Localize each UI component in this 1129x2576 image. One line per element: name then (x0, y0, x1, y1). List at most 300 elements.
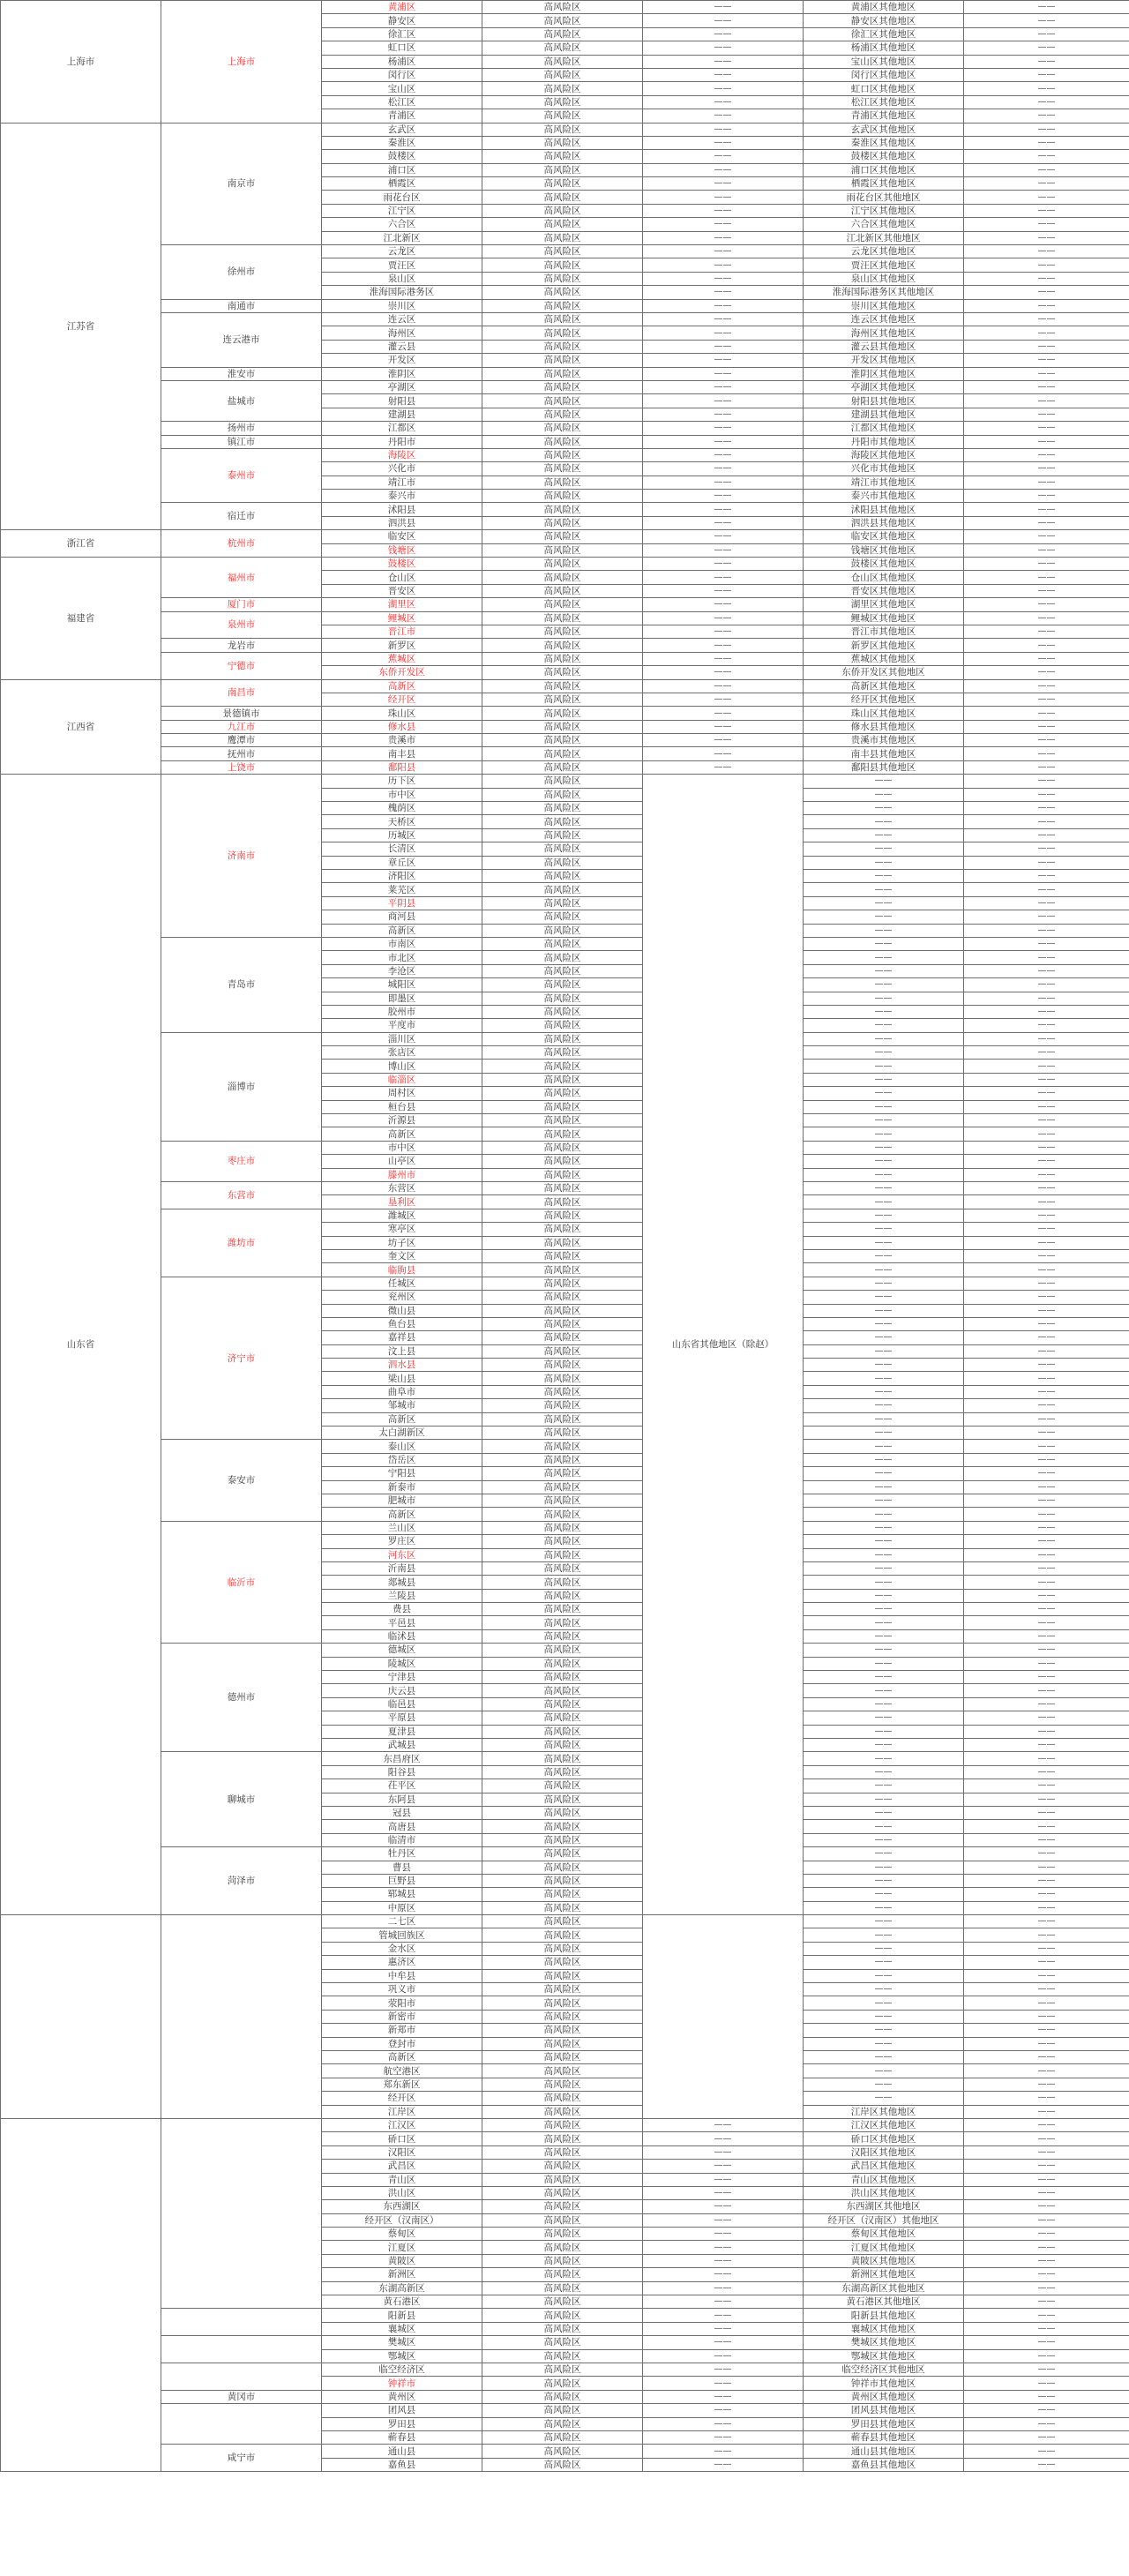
district-cell: 高新区 (322, 1412, 482, 1426)
risk-area-table-body (1, 1, 1129, 2472)
other-area-cell: —— (643, 2417, 804, 2430)
other-district-cell: —— (804, 1181, 964, 1194)
other-district-cell: 高新区其他地区 (804, 679, 964, 693)
other-district-cell: —— (804, 1494, 964, 1507)
remark-cell: —— (964, 1005, 1129, 1018)
remark-cell: —— (964, 937, 1129, 950)
risk-level-cell: 高风险区 (482, 2322, 643, 2335)
district-cell: 即墨区 (322, 992, 482, 1005)
other-district-cell: —— (804, 1535, 964, 1548)
district-cell: 射阳县 (322, 394, 482, 408)
risk-level-cell: 高风险区 (482, 2336, 643, 2349)
remark-cell: —— (964, 516, 1129, 529)
other-district-cell: 鄂城区其他地区 (804, 2349, 964, 2363)
other-district-cell: —— (804, 1915, 964, 1928)
remark-cell: —— (964, 231, 1129, 244)
risk-level-cell: 高风险区 (482, 1697, 643, 1711)
district-cell: 临沭县 (322, 1629, 482, 1643)
district-cell: 襄城区 (322, 2322, 482, 2335)
other-area-cell: —— (643, 490, 804, 503)
other-district-cell: —— (804, 1168, 964, 1181)
remark-cell: —— (964, 1467, 1129, 1480)
remark-cell: —— (964, 1, 1129, 14)
remark-cell: —— (964, 1657, 1129, 1670)
risk-level-cell: 高风险区 (482, 1168, 643, 1181)
table-row (1, 312, 1129, 326)
other-district-cell: —— (804, 1291, 964, 1304)
district-cell: 泗水县 (322, 1359, 482, 1372)
other-district-cell: 江岸区其他地区 (804, 2105, 964, 2118)
risk-level-cell: 高风险区 (482, 910, 643, 924)
city-cell: 临沂市 (161, 1521, 322, 1644)
risk-level-cell: 高风险区 (482, 1956, 643, 1969)
other-district-cell: 徐汇区其他地区 (804, 27, 964, 41)
remark-cell: —— (964, 1181, 1129, 1194)
district-cell: 经开区 (322, 2092, 482, 2105)
other-district-cell: 嘉鱼县其他地区 (804, 2458, 964, 2471)
other-district-cell: —— (804, 2092, 964, 2105)
other-area-cell: —— (643, 354, 804, 367)
other-area-cell: —— (643, 286, 804, 299)
remark-cell: —— (964, 1833, 1129, 1846)
other-district-cell: —— (804, 2024, 964, 2037)
other-district-cell: 经开区其他地区 (804, 693, 964, 706)
remark-cell: —— (964, 1603, 1129, 1616)
remark-cell: —— (964, 2336, 1129, 2349)
remark-cell: —— (964, 1155, 1129, 1168)
district-cell: 临空经济区 (322, 2363, 482, 2376)
city-cell: 德州市 (161, 1644, 322, 1752)
province-cell: 浙江省 (1, 530, 161, 558)
district-cell: 经开区 (322, 693, 482, 706)
other-area-cell: —— (643, 41, 804, 55)
other-area-cell: —— (643, 109, 804, 123)
city-cell: 济南市 (161, 775, 322, 938)
other-district-cell: —— (804, 828, 964, 842)
province-cell: 上海市 (1, 1, 161, 124)
other-area-cell: —— (643, 55, 804, 68)
remark-cell: —— (964, 1901, 1129, 1914)
district-cell: 武昌区 (322, 2160, 482, 2173)
risk-level-cell: 高风险区 (482, 2445, 643, 2458)
remark-cell: —— (964, 1277, 1129, 1290)
table-row (1, 707, 1129, 720)
risk-level-cell: 高风险区 (482, 2268, 643, 2281)
risk-level-cell: 高风险区 (482, 2228, 643, 2241)
district-cell: 河东区 (322, 1548, 482, 1561)
remark-cell: —— (964, 123, 1129, 136)
remark-cell: —— (964, 191, 1129, 204)
risk-level-cell: 高风险区 (482, 2430, 643, 2444)
remark-cell: —— (964, 177, 1129, 191)
risk-level-cell: 高风险区 (482, 2118, 643, 2131)
district-cell: 钟祥市 (322, 2377, 482, 2390)
district-cell: 罗田县 (322, 2417, 482, 2430)
risk-level-cell: 高风险区 (482, 299, 643, 312)
district-cell: 历下区 (322, 775, 482, 788)
other-district-cell: —— (804, 1765, 964, 1778)
remark-cell: —— (964, 1535, 1129, 1548)
other-area-cell: —— (643, 231, 804, 244)
district-cell: 蕉城区 (322, 652, 482, 665)
risk-level-cell: 高风险区 (482, 1629, 643, 1643)
risk-level-cell: 高风险区 (482, 707, 643, 720)
remark-cell: —— (964, 2105, 1129, 2118)
district-cell: 蕲春县 (322, 2430, 482, 2444)
other-district-cell: 南丰县其他地区 (804, 747, 964, 760)
remark-cell: —— (964, 693, 1129, 706)
other-area-cell: —— (643, 571, 804, 584)
remark-cell: —— (964, 2417, 1129, 2430)
risk-level-cell: 高风险区 (482, 1657, 643, 1670)
table-row (1, 2118, 1129, 2131)
district-cell: 山亭区 (322, 1155, 482, 1168)
district-cell: 洪山区 (322, 2186, 482, 2199)
other-district-cell: 江夏区其他地区 (804, 2241, 964, 2254)
other-district-cell: 淮海国际港务区其他地区 (804, 286, 964, 299)
remark-cell: —— (964, 354, 1129, 367)
district-cell: 胶州市 (322, 1005, 482, 1018)
risk-level-cell: 高风险区 (482, 286, 643, 299)
remark-cell: —— (964, 55, 1129, 68)
other-area-cell: —— (643, 204, 804, 217)
city-cell: 景德镇市 (161, 707, 322, 720)
other-area-cell: —— (643, 598, 804, 611)
risk-level-cell: 高风险区 (482, 760, 643, 774)
other-district-cell: 海州区其他地区 (804, 326, 964, 340)
district-cell: 郓城县 (322, 1888, 482, 1901)
remark-cell: —— (964, 340, 1129, 353)
other-area-cell: —— (643, 2295, 804, 2309)
district-cell: 鼓楼区 (322, 150, 482, 163)
district-cell: 晋江市 (322, 625, 482, 638)
remark-cell: —— (964, 2186, 1129, 2199)
other-area-cell: —— (643, 150, 804, 163)
risk-level-cell: 高风险区 (482, 1725, 643, 1738)
other-district-cell: 靖江市其他地区 (804, 476, 964, 489)
risk-level-cell: 高风险区 (482, 1331, 643, 1344)
table-row (1, 2390, 1129, 2403)
city-cell: 青岛市 (161, 937, 322, 1032)
risk-level-cell: 高风险区 (482, 218, 643, 231)
district-cell: 章丘区 (322, 856, 482, 869)
district-cell: 江都区 (322, 422, 482, 435)
risk-level-cell: 高风险区 (482, 367, 643, 380)
district-cell: 江岸区 (322, 2105, 482, 2118)
other-area-cell: —— (643, 312, 804, 326)
other-district-cell: 新洲区其他地区 (804, 2268, 964, 2281)
table-row (1, 299, 1129, 312)
other-district-cell: 经开区（汉南区）其他地区 (804, 2213, 964, 2227)
province-cell: 江西省 (1, 679, 161, 775)
other-area-cell: —— (643, 584, 804, 597)
remark-cell: —— (964, 1521, 1129, 1534)
other-district-cell: —— (804, 1942, 964, 1955)
district-cell: 江夏区 (322, 2241, 482, 2254)
other-district-cell: —— (804, 1304, 964, 1317)
remark-cell: —— (964, 1060, 1129, 1073)
remark-cell: —— (964, 1480, 1129, 1494)
remark-cell: —— (964, 1793, 1129, 1806)
district-cell: 晋安区 (322, 584, 482, 597)
district-cell: 贾汪区 (322, 258, 482, 272)
risk-level-cell: 高风险区 (482, 1127, 643, 1141)
table-row (1, 1644, 1129, 1657)
other-district-cell: —— (804, 1331, 964, 1344)
remark-cell: —— (964, 1942, 1129, 1955)
remark-cell: —— (964, 1236, 1129, 1249)
district-cell: 修水县 (322, 720, 482, 733)
other-district-cell: —— (804, 1548, 964, 1561)
district-cell: 曲阜市 (322, 1385, 482, 1398)
district-cell: 二七区 (322, 1915, 482, 1928)
other-area-cell: —— (643, 652, 804, 665)
other-district-cell: 钟祥市其他地区 (804, 2377, 964, 2390)
district-cell: 平邑县 (322, 1616, 482, 1629)
district-cell: 高新区 (322, 2050, 482, 2063)
remark-cell: —— (964, 992, 1129, 1005)
remark-cell: —— (964, 2390, 1129, 2403)
district-cell: 奎文区 (322, 1249, 482, 1262)
district-cell: 徐汇区 (322, 27, 482, 41)
other-area-cell: —— (643, 2241, 804, 2254)
district-cell: 鲤城区 (322, 611, 482, 625)
remark-cell: —— (964, 910, 1129, 924)
other-area-cell: —— (643, 27, 804, 41)
risk-level-cell: 高风险区 (482, 2092, 643, 2105)
table-row (1, 734, 1129, 747)
table-row (1, 123, 1129, 136)
risk-level-cell: 高风险区 (482, 1359, 643, 1372)
remark-cell: —— (964, 870, 1129, 883)
risk-level-cell: 高风险区 (482, 1888, 643, 1901)
remark-cell: —— (964, 1331, 1129, 1344)
other-district-cell: —— (804, 1739, 964, 1752)
district-cell: 栖霞区 (322, 177, 482, 191)
risk-level-cell: 高风险区 (482, 2363, 643, 2376)
risk-level-cell: 高风险区 (482, 1561, 643, 1575)
remark-cell: —— (964, 490, 1129, 503)
district-cell: 张店区 (322, 1046, 482, 1060)
district-cell: 博山区 (322, 1060, 482, 1073)
district-cell: 江北新区 (322, 231, 482, 244)
other-district-cell: —— (804, 1833, 964, 1846)
district-cell: 黄州区 (322, 2390, 482, 2403)
other-district-cell: 崇川区其他地区 (804, 299, 964, 312)
other-district-cell: 虹口区其他地区 (804, 82, 964, 95)
province-cell: 福建省 (1, 558, 161, 680)
risk-level-cell: 高风险区 (482, 503, 643, 516)
risk-level-cell: 高风险区 (482, 1317, 643, 1330)
district-cell: 阳谷县 (322, 1765, 482, 1778)
district-cell: 桓台县 (322, 1100, 482, 1113)
district-cell: 靖江市 (322, 476, 482, 489)
remark-cell: —— (964, 1168, 1129, 1181)
other-district-cell: —— (804, 1888, 964, 1901)
district-cell: 夏津县 (322, 1725, 482, 1738)
other-area-cell: —— (643, 2228, 804, 2241)
other-district-cell: —— (804, 1671, 964, 1684)
other-district-cell: 浦口区其他地区 (804, 163, 964, 176)
other-area-cell: —— (643, 408, 804, 421)
other-district-cell: 武昌区其他地区 (804, 2160, 964, 2173)
risk-level-cell: 高风险区 (482, 2281, 643, 2295)
other-district-cell: —— (804, 1616, 964, 1629)
district-cell: 团风县 (322, 2404, 482, 2417)
remark-cell: —— (964, 1752, 1129, 1765)
other-district-cell: 襄城区其他地区 (804, 2322, 964, 2335)
risk-level-cell: 高风险区 (482, 204, 643, 217)
remark-cell: —— (964, 802, 1129, 815)
risk-level-cell: 高风险区 (482, 2377, 643, 2390)
risk-level-cell: 高风险区 (482, 2213, 643, 2227)
risk-level-cell: 高风险区 (482, 1291, 643, 1304)
other-area-cell: —— (643, 693, 804, 706)
other-district-cell: 青山区其他地区 (804, 2173, 964, 2186)
remark-cell: —— (964, 707, 1129, 720)
other-district-cell: —— (804, 1576, 964, 1589)
table-row (1, 2309, 1129, 2322)
risk-level-cell: 高风险区 (482, 1996, 643, 2010)
other-area-cell: —— (643, 68, 804, 81)
district-cell: 青浦区 (322, 109, 482, 123)
other-district-cell: —— (804, 1874, 964, 1887)
city-cell: 聊城市 (161, 1752, 322, 1847)
remark-cell: —— (964, 1344, 1129, 1358)
district-cell: 经开区（汉南区） (322, 2213, 482, 2227)
district-cell: 嘉祥县 (322, 1331, 482, 1344)
risk-level-cell: 高风险区 (482, 1223, 643, 1236)
risk-level-cell: 高风险区 (482, 380, 643, 393)
risk-level-cell: 高风险区 (482, 68, 643, 81)
table-row (1, 720, 1129, 733)
remark-cell: —— (964, 1711, 1129, 1725)
other-district-cell: 樊城区其他地区 (804, 2336, 964, 2349)
other-district-cell: —— (804, 1901, 964, 1914)
risk-level-cell: 高风险区 (482, 326, 643, 340)
district-cell: 东昌府区 (322, 1752, 482, 1765)
table-row (1, 2404, 1129, 2417)
city-cell: 南京市 (161, 123, 322, 245)
other-district-cell: —— (804, 1521, 964, 1534)
risk-level-cell: 高风险区 (482, 1711, 643, 1725)
city-cell: 抚州市 (161, 747, 322, 760)
table-row (1, 652, 1129, 665)
district-cell: 德城区 (322, 1644, 482, 1657)
remark-cell: —— (964, 1399, 1129, 1412)
remark-cell: —— (964, 1127, 1129, 1141)
other-district-cell: —— (804, 1127, 964, 1141)
other-area-cell: —— (643, 679, 804, 693)
other-area-cell: —— (643, 2445, 804, 2458)
district-cell: 兖州区 (322, 1291, 482, 1304)
district-cell: 周村区 (322, 1087, 482, 1100)
other-area-cell: —— (643, 503, 804, 516)
other-district-cell: —— (804, 1344, 964, 1358)
city-cell: 福州市 (161, 558, 322, 598)
other-district-cell: —— (804, 1317, 964, 1330)
district-cell: 牡丹区 (322, 1847, 482, 1861)
other-district-cell: —— (804, 2050, 964, 2063)
remark-cell: —— (964, 95, 1129, 109)
district-cell: 高新区 (322, 679, 482, 693)
city-cell: 宿迁市 (161, 503, 322, 530)
other-district-cell: —— (804, 1806, 964, 1819)
other-district-cell: —— (804, 910, 964, 924)
table-row (1, 558, 1129, 571)
remark-cell: —— (964, 1073, 1129, 1086)
other-district-cell: 珠山区其他地区 (804, 707, 964, 720)
district-cell: 淄川区 (322, 1032, 482, 1045)
city-cell: 徐州市 (161, 245, 322, 300)
district-cell: 坊子区 (322, 1236, 482, 1249)
other-district-cell: —— (804, 924, 964, 937)
province-cell: 江苏省 (1, 123, 161, 530)
district-cell: 浦口区 (322, 163, 482, 176)
city-cell: 东营市 (161, 1181, 322, 1209)
city-cell: 淮安市 (161, 367, 322, 380)
city-cell: 济宁市 (161, 1277, 322, 1440)
risk-level-cell: 高风险区 (482, 163, 643, 176)
other-district-cell: —— (804, 1928, 964, 1942)
district-cell: 雨花台区 (322, 191, 482, 204)
other-district-cell: 东侨开发区其他地区 (804, 666, 964, 679)
other-district-cell: 湖里区其他地区 (804, 598, 964, 611)
risk-level-cell: 高风险区 (482, 1005, 643, 1018)
table-row (1, 611, 1129, 625)
other-district-cell: 丹阳市其他地区 (804, 435, 964, 448)
city-cell: 咸宁市 (161, 2445, 322, 2472)
risk-level-cell: 高风险区 (482, 896, 643, 910)
risk-level-cell: 高风险区 (482, 340, 643, 353)
other-district-cell: —— (804, 1087, 964, 1100)
district-cell: 巨野县 (322, 1874, 482, 1887)
risk-level-cell: 高风险区 (482, 177, 643, 191)
remark-cell: —— (964, 14, 1129, 27)
other-area-cell: —— (643, 258, 804, 272)
risk-level-cell: 高风险区 (482, 937, 643, 950)
city-cell: 鹰潭市 (161, 734, 322, 747)
district-cell: 管城回族区 (322, 1928, 482, 1942)
remark-cell: —— (964, 1548, 1129, 1561)
risk-level-cell: 高风险区 (482, 191, 643, 204)
risk-level-cell: 高风险区 (482, 1847, 643, 1861)
other-district-cell: —— (804, 2037, 964, 2050)
other-district-cell: 六合区其他地区 (804, 218, 964, 231)
risk-level-cell: 高风险区 (482, 1942, 643, 1955)
other-district-cell: —— (804, 1644, 964, 1657)
other-district-cell: —— (804, 1277, 964, 1290)
remark-cell: —— (964, 2078, 1129, 2091)
district-cell: 宝山区 (322, 82, 482, 95)
risk-level-cell: 高风险区 (482, 584, 643, 597)
remark-cell: —— (964, 964, 1129, 977)
table-row (1, 367, 1129, 380)
other-district-cell: 阳新县其他地区 (804, 2309, 964, 2322)
other-area-cell: —— (643, 177, 804, 191)
remark-cell: —— (964, 611, 1129, 625)
other-district-cell: —— (804, 870, 964, 883)
remark-cell: —— (964, 2037, 1129, 2050)
remark-cell: —— (964, 734, 1129, 747)
risk-level-cell: 高风险区 (482, 2458, 643, 2471)
other-district-cell: 晋安区其他地区 (804, 584, 964, 597)
table-row (1, 1915, 1129, 1928)
city-cell: 上饶市 (161, 760, 322, 774)
risk-level-cell: 高风险区 (482, 354, 643, 367)
remark-cell: —— (964, 1820, 1129, 1833)
other-area-cell: —— (643, 2173, 804, 2186)
